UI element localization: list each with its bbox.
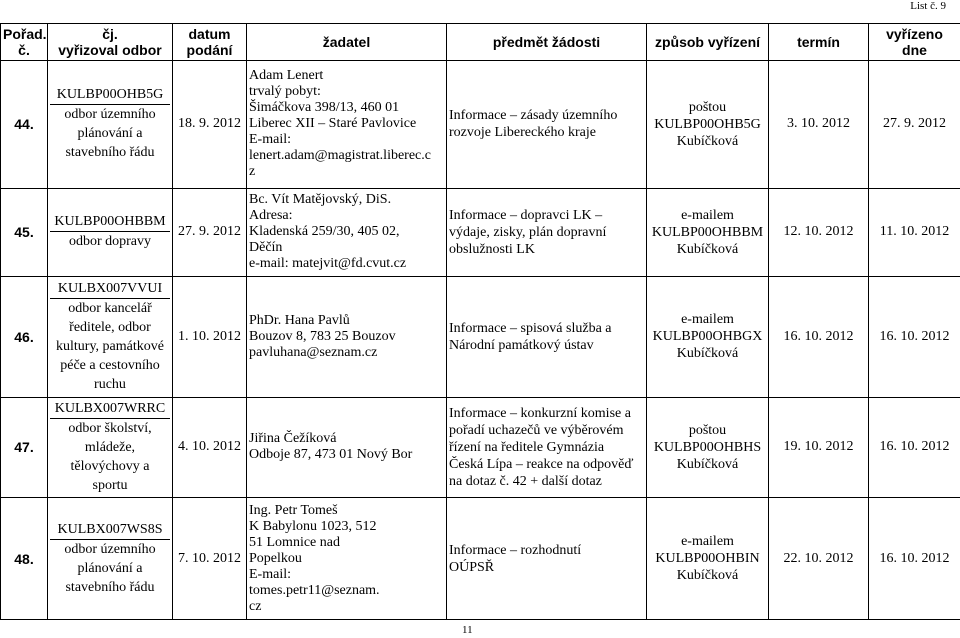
department <box>50 105 170 162</box>
header-subject: předmět žádosti <box>447 24 647 61</box>
text-line: stavebního řádu <box>65 579 155 595</box>
reference-code: KULBP00OHB5G <box>50 86 170 105</box>
row-number: 48. <box>1 498 48 620</box>
text-line: Informace – zásady územního <box>449 108 618 124</box>
text-line: sportu <box>92 477 128 493</box>
term-date: 12. 10. 2012 <box>769 188 869 276</box>
page-number: 11 <box>462 624 473 636</box>
text-line: Česká Lípa – reakce na odpověď <box>449 456 634 472</box>
text-line: odbor územního <box>64 541 156 557</box>
register-table <box>0 23 960 620</box>
text-line: 51 Lomnice nad <box>249 534 340 550</box>
processor-cell <box>48 397 173 498</box>
subject-cell <box>447 397 647 498</box>
text-line: Národní památkový ústav <box>449 337 594 353</box>
done-date: 16. 10. 2012 <box>869 397 960 498</box>
text-line: pavluhana@seznam.cz <box>249 344 378 360</box>
text-line: e-mailem <box>681 534 734 550</box>
table-row <box>1 61 960 189</box>
done-date: 11. 10. 2012 <box>869 188 960 276</box>
header-term: termín <box>769 24 869 61</box>
text-line: Adresa: <box>249 208 293 224</box>
row-number: 45. <box>1 188 48 276</box>
text-line: poštou <box>688 99 727 115</box>
table-row <box>1 397 960 498</box>
text-line: odbor dopravy <box>68 234 152 250</box>
text-line: E-mail: <box>249 132 291 148</box>
applicant-cell <box>247 498 447 620</box>
table-row <box>1 188 960 276</box>
done-date: 16. 10. 2012 <box>869 277 960 398</box>
text-line: ředitele, odbor <box>69 319 151 335</box>
submission-date: 4. 10. 2012 <box>173 397 247 498</box>
method-cell <box>647 397 769 498</box>
text-line: odbor školství, <box>68 420 152 436</box>
row-number: 47. <box>1 397 48 498</box>
text-line: Informace – konkurzní komise a <box>449 405 631 421</box>
term-date: 19. 10. 2012 <box>769 397 869 498</box>
text-line: stavebního řádu <box>65 145 155 161</box>
method-cell <box>647 188 769 276</box>
table-row <box>1 277 960 398</box>
text-line: Bc. Vít Matějovský, DiS. <box>249 192 392 208</box>
text-line: Informace – dopravci LK – <box>449 207 603 223</box>
subject-cell <box>447 188 647 276</box>
text-line: PhDr. Hana Pavlů <box>249 312 350 328</box>
processor-cell <box>48 277 173 398</box>
method-cell <box>647 61 769 189</box>
header-processor: čj. vyřizoval odbor <box>48 24 173 61</box>
text-line: lenert.adam@magistrat.liberec.c <box>249 148 431 164</box>
text-line: pořadí uchazečů ve výběrovém <box>449 422 624 438</box>
header-applicant: žadatel <box>247 24 447 61</box>
done-date: 16. 10. 2012 <box>869 498 960 620</box>
department <box>50 419 170 495</box>
text-line: Kubíčková <box>676 241 739 257</box>
text-line: Odboje 87, 473 01 Nový Bor <box>249 447 413 463</box>
header-row <box>1 24 960 61</box>
text-line: Kubíčková <box>676 456 739 472</box>
text-line: Bouzov 8, 783 25 Bouzov <box>249 328 396 344</box>
text-line: K Babylonu 1023, 512 <box>249 518 377 534</box>
reference-code: KULBX007WRRC <box>50 400 170 419</box>
submission-date: 27. 9. 2012 <box>173 188 247 276</box>
text-line: OÚPSŘ <box>449 559 495 575</box>
department <box>50 299 170 394</box>
reference-code: KULBX007WS8S <box>50 521 170 540</box>
text-line: Jiřina Čežíková <box>249 431 337 447</box>
applicant-cell <box>247 61 447 189</box>
processor-cell <box>48 61 173 189</box>
text-line: Informace – rozhodnutí <box>449 542 582 558</box>
processor-cell <box>48 188 173 276</box>
header-date: datum podání <box>173 24 247 61</box>
term-date: 16. 10. 2012 <box>769 277 869 398</box>
text-line: Adam Lenert <box>249 68 324 84</box>
text-line: KULBP00OHBIN <box>655 551 760 567</box>
subject-cell <box>447 61 647 189</box>
text-line: odbor kancelář <box>68 300 152 316</box>
table-row <box>1 498 960 620</box>
text-line: e-mailem <box>681 207 734 223</box>
text-line: plánování a <box>77 126 143 142</box>
sheet-label: List č. 9 <box>910 0 946 12</box>
term-date: 22. 10. 2012 <box>769 498 869 620</box>
text-line: e-mail: matejvit@fd.cvut.cz <box>249 256 407 272</box>
text-line: výdaje, zisky, plán dopravní <box>449 224 607 240</box>
reference-code: KULBP00OHBBM <box>50 213 170 232</box>
text-line: poštou <box>688 422 727 438</box>
processor-cell <box>48 498 173 620</box>
text-line: Informace – spisová služba a <box>449 320 612 336</box>
reference-code: KULBX007VVUI <box>50 280 170 299</box>
text-line: plánování a <box>77 560 143 576</box>
text-line: cz <box>249 598 262 614</box>
text-line: KULBP00OHB5G <box>654 116 761 132</box>
text-line: Liberec XII – Staré Pavlovice <box>249 116 417 132</box>
header-no: Pořad. č. <box>1 24 48 61</box>
subject-cell <box>447 277 647 398</box>
text-line: tomes.petr11@seznam. <box>249 582 380 598</box>
text-line: na dotaz č. 42 + další dotaz <box>449 473 602 489</box>
applicant-cell <box>247 188 447 276</box>
text-line: obslužnosti LK <box>449 241 535 257</box>
header-done: vyřízeno dne <box>869 24 960 61</box>
text-line: KULBP00OHBBM <box>651 224 764 240</box>
text-line: trvalý pobyt: <box>249 84 321 100</box>
text-line: e-mailem <box>681 312 734 328</box>
submission-date: 1. 10. 2012 <box>173 277 247 398</box>
text-line: Kladenská 259/30, 405 02, <box>249 224 400 240</box>
text-line: mládeže, <box>84 439 136 455</box>
text-line: tělovýchovy a <box>70 458 150 474</box>
text-line: péče a cestovního <box>60 357 160 373</box>
text-line: ruchu <box>94 376 126 392</box>
term-date: 3. 10. 2012 <box>769 61 869 189</box>
text-line: Ing. Petr Tomeš <box>249 502 338 518</box>
text-line: z <box>249 164 256 180</box>
row-number: 44. <box>1 61 48 189</box>
department <box>50 232 170 251</box>
department <box>50 540 170 597</box>
text-line: KULBP00OHBGX <box>652 329 763 345</box>
text-line: Šimáčkova 398/13, 460 01 <box>249 100 400 116</box>
text-line: kultury, památkové <box>56 338 164 354</box>
text-line: Popelkou <box>249 550 302 566</box>
submission-date: 7. 10. 2012 <box>173 498 247 620</box>
text-line: E-mail: <box>249 566 291 582</box>
text-line: KULBP00OHBHS <box>653 439 762 455</box>
done-date: 27. 9. 2012 <box>869 61 960 189</box>
text-line: Kubíčková <box>676 133 739 149</box>
applicant-cell <box>247 277 447 398</box>
text-line: rozvoje Libereckého kraje <box>449 125 596 141</box>
text-line: Kubíčková <box>676 568 739 584</box>
method-cell <box>647 498 769 620</box>
header-method: způsob vyřízení <box>647 24 769 61</box>
text-line: odbor územního <box>64 107 156 123</box>
text-line: Kubíčková <box>676 346 739 362</box>
text-line: Děčín <box>249 240 283 256</box>
method-cell <box>647 277 769 398</box>
applicant-cell <box>247 397 447 498</box>
row-number: 46. <box>1 277 48 398</box>
text-line: řízení na ředitele Gymnázia <box>449 439 605 455</box>
subject-cell <box>447 498 647 620</box>
submission-date: 18. 9. 2012 <box>173 61 247 189</box>
